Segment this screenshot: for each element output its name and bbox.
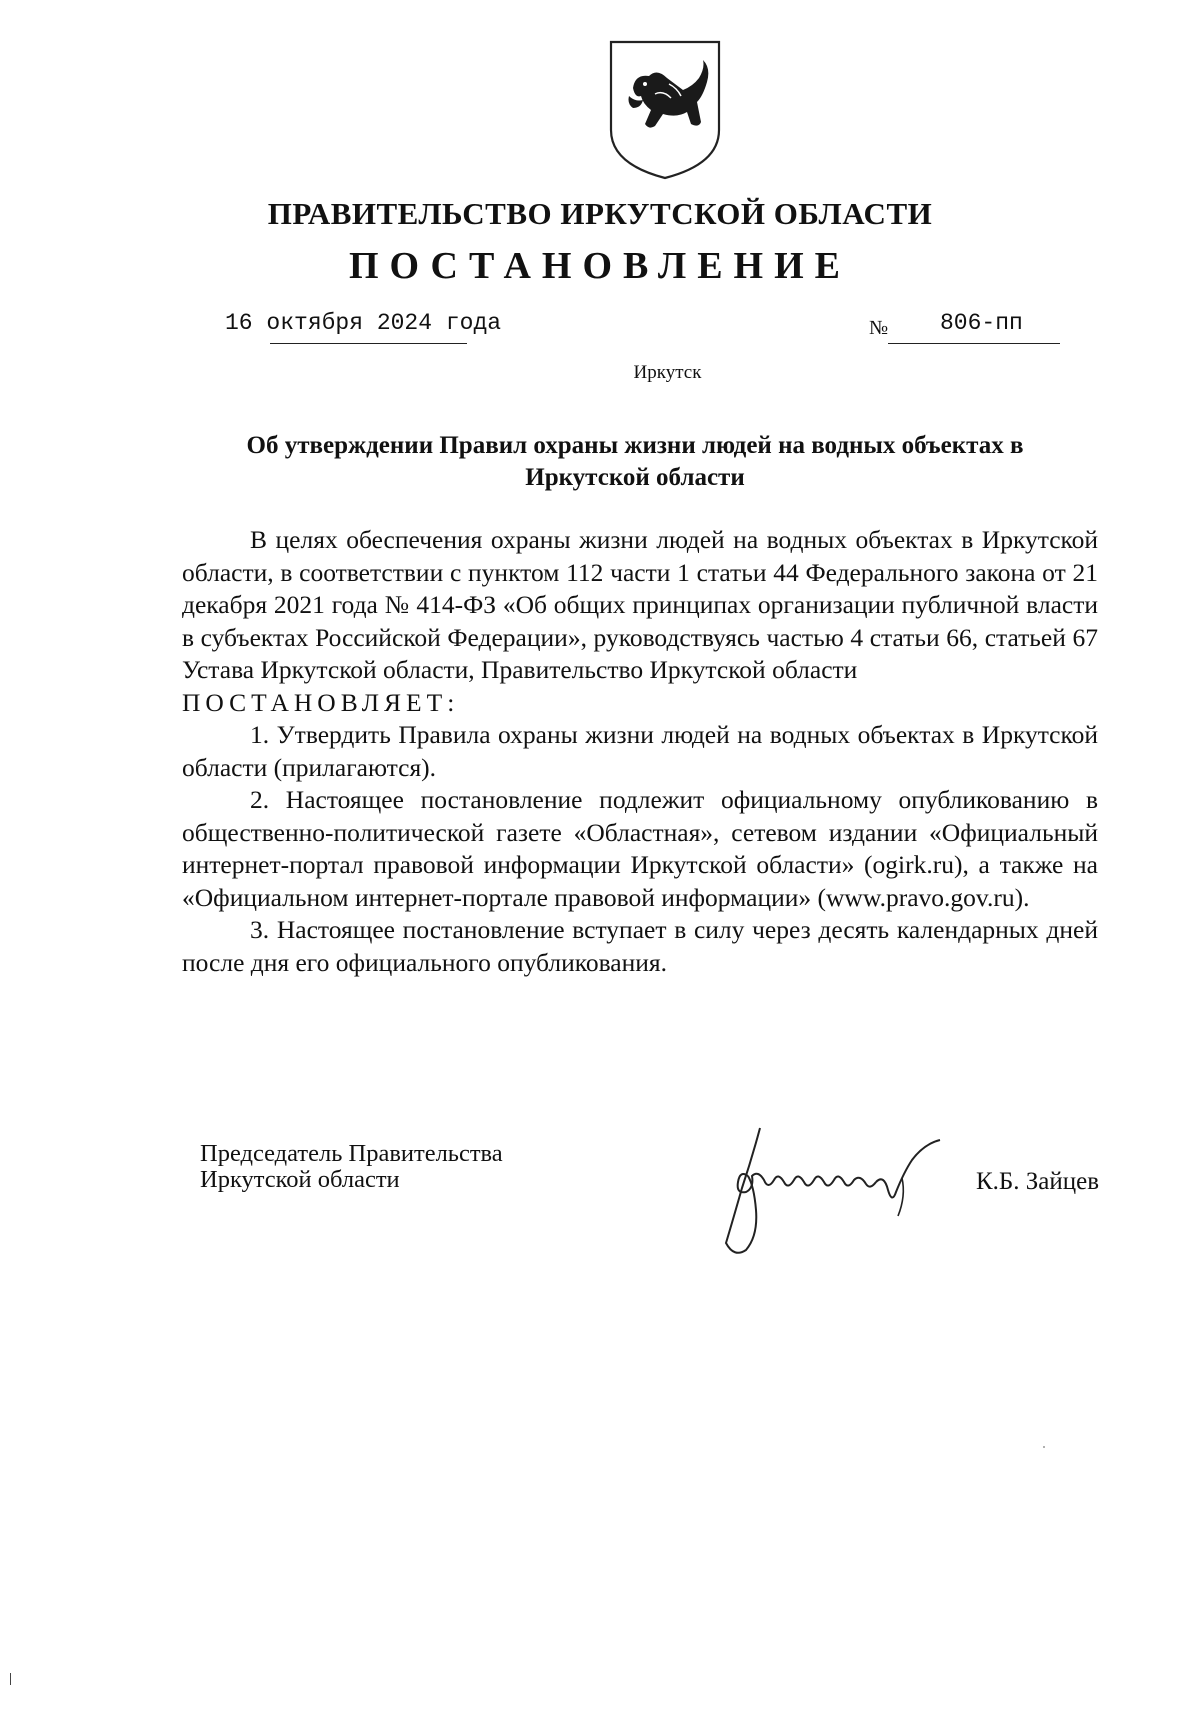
decree-word: ПОСТАНОВЛЯЕТ:: [182, 687, 460, 717]
document-type-title: ПОСТАНОВЛЕНИЕ: [348, 245, 852, 287]
city: Иркутск: [633, 362, 702, 383]
number-underline: [888, 343, 1060, 344]
date-underline: [270, 343, 467, 344]
organization-title: ПРАВИТЕЛЬСТВО ИРКУТСКОЙ ОБЛАСТИ: [267, 196, 933, 231]
document-body: [182, 524, 1098, 979]
signer-title: [200, 1141, 503, 1193]
subject-line-2: Иркутской области: [525, 464, 745, 491]
scan-edge-mark: [10, 1673, 11, 1685]
document-subject: [190, 430, 1080, 494]
signer-name: К.Б. Зайцев: [976, 1168, 1100, 1195]
signer-title-line-2: Иркутской области: [200, 1166, 400, 1193]
signature-icon: [712, 1118, 962, 1263]
decree-item-1: 1. Утвердить Правила охраны жизни людей на водных объектах в Иркутской области (прилагаются).: [182, 720, 1098, 782]
number-sign: №: [869, 317, 889, 339]
document-number: 806-пп: [940, 310, 1023, 336]
document-date: 16 октября 2024 года: [225, 310, 502, 336]
scan-speck: [1043, 1446, 1045, 1448]
preamble-paragraph: В целях обеспечения охраны жизни людей на водных объектах в Иркутской области, в соответствии с пунктом 112 части 1 статьи 44 Федерального закона от 21 декабря 2021 года № 414-ФЗ «Об общих принципах организации публичной власти в субъектах Российской Федерации», руководствуясь частью 4 статьи 66, статьей 67 Устава Иркутской области, Правительство Иркутской области: [182, 525, 1098, 684]
signer-title-line-1: Председатель Правительства: [200, 1140, 503, 1167]
decree-item-2: 2. Настоящее постановление подлежит официальному опубликованию в общественно-политической газете «Областная», сетевом издании «Официальный интернет-портал правовой информации Иркутской области» (ogirk.ru), а также на «Официальном интернет-портале правовой информации» (www.pravo.gov.ru).: [182, 785, 1098, 912]
coat-of-arms-icon: [605, 38, 725, 182]
decree-item-3: 3. Настоящее постановление вступает в силу через десять календарных дней после дня его официального опубликования.: [182, 915, 1098, 977]
subject-line-1: Об утверждении Правил охраны жизни людей на водных объектах в: [246, 432, 1024, 459]
